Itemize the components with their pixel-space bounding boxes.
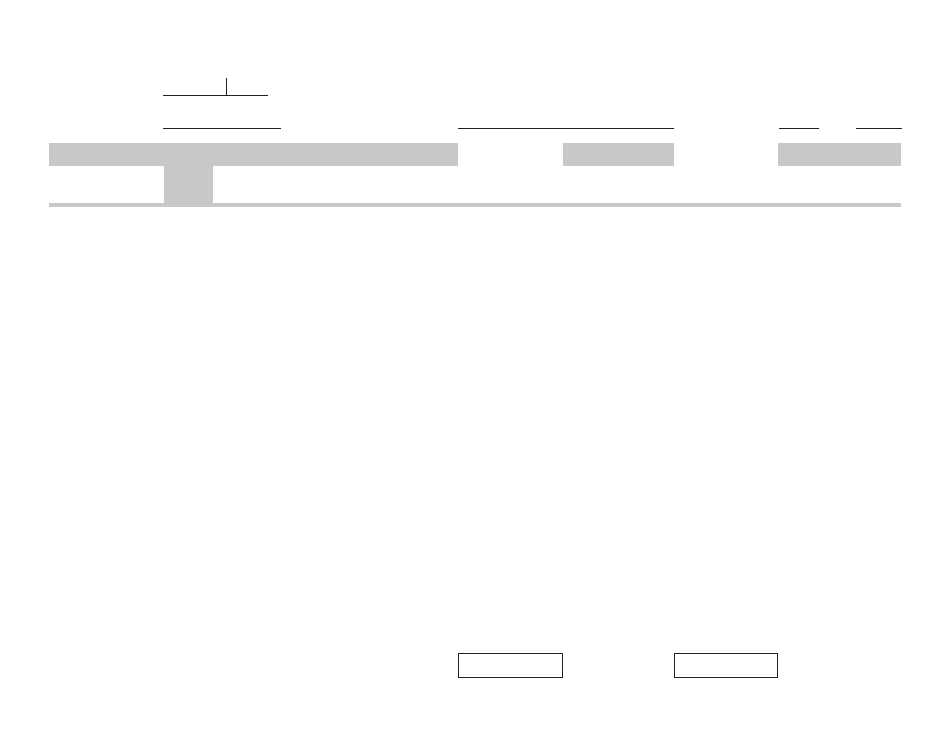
page-total-8-field[interactable] (458, 653, 563, 678)
page-total-13-field[interactable] (674, 653, 778, 678)
